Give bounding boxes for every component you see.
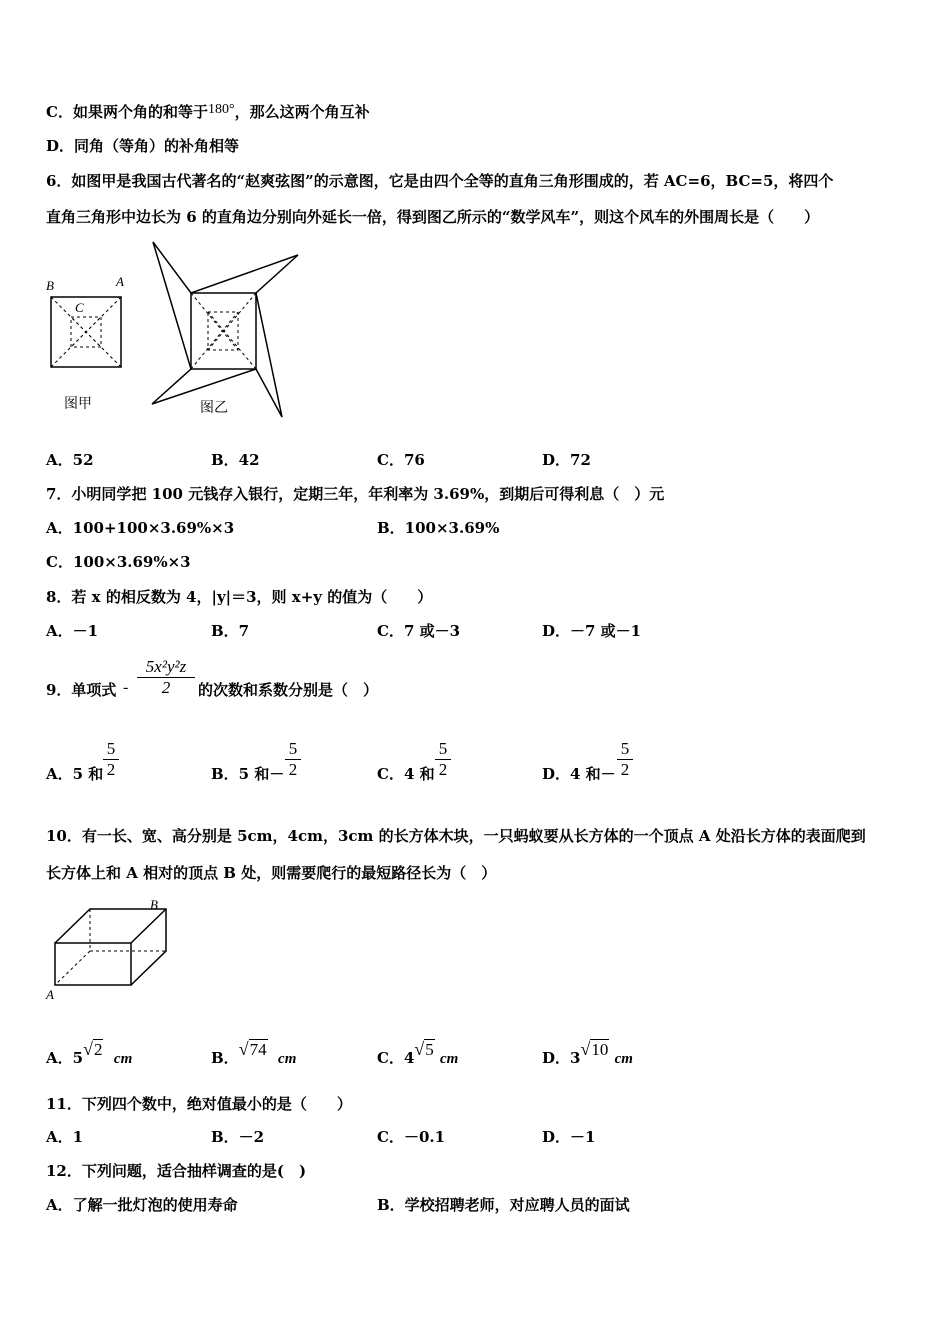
monomial-denominator: 2 [161, 678, 171, 697]
sqrt-expression [83, 1039, 103, 1068]
q11-stem: 11．下列四个数中，绝对值最小的是（ ） [46, 1095, 352, 1113]
q9-minus-sign: - [123, 679, 129, 696]
q6-stem-line1: 6．如图甲是我国古代著名的“赵爽弦图”的示意图，它是由四个全等的直角三角形围成的，若 AC=6，BC=5，将四个 [46, 172, 834, 190]
q9-option-a-fraction [103, 739, 119, 779]
monomial-numerator: 5x²y²z [137, 657, 195, 678]
cuboid-solid-edges [55, 909, 166, 985]
q9-option-b-fraction [285, 739, 301, 779]
q9-option-d-fraction [617, 739, 633, 779]
fraction-denominator: 2 [438, 760, 448, 779]
q5-option-c [46, 102, 370, 124]
fraction-numerator: 5 [435, 739, 451, 760]
option-label: C．4 [377, 1049, 415, 1067]
label-b: B [46, 278, 54, 293]
windmill-outline [152, 242, 298, 417]
q7-stem: 7．小明同学把 100 元钱存入银行，定期三年，年利率为 3.69%，到期后可得利息（ ）元 [46, 485, 665, 503]
option-label: B． [211, 1049, 239, 1067]
sqrt-expression [414, 1039, 434, 1068]
cuboid-hidden-edges [55, 909, 166, 985]
radicand: 2 [93, 1040, 103, 1059]
q6-option-d: D．72 [542, 451, 591, 469]
label-a: A [116, 274, 124, 289]
q10-stem-line1: 10．有一长、宽、高分别是 5cm，4cm，3cm 的长方体木块，一只蚂蚁要从长方体的一个顶点 A 处沿长方体的表面爬到 [46, 827, 866, 845]
sqrt-sign: √ [238, 1039, 249, 1059]
q12-option-a: A．了解一批灯泡的使用寿命 [46, 1196, 238, 1214]
q6-figure-yi [148, 240, 308, 425]
q11-option-a: A．1 [46, 1128, 84, 1146]
inner-dashed-lines [51, 297, 121, 367]
option-text-post: ，那么这两个角互补 [234, 103, 370, 121]
unit: cm [113, 1051, 133, 1067]
q6-figure-jia [40, 270, 140, 420]
sqrt-sign: √ [580, 1039, 591, 1059]
q6-option-c: C．76 [377, 451, 425, 469]
q8-stem: 8．若 x 的相反数为 4，|y|＝3，则 x+y 的值为（ ） [46, 588, 433, 606]
q9-option-b-label: B．5 和－ [211, 765, 285, 783]
option-text-pre: 如果两个角的和等于 [72, 103, 208, 121]
q8-option-d: D．－7 或－1 [542, 622, 642, 640]
q12-stem: 12．下列问题，适合抽样调查的是( ) [46, 1162, 307, 1180]
q10-option-a [46, 1039, 133, 1069]
q12-option-b: B．学校招聘老师，对应聘人员的面试 [377, 1196, 630, 1214]
q8-option-c: C．7 或－3 [377, 622, 461, 640]
q9-option-c-label: C．4 和 [377, 765, 435, 783]
option-label: D． [46, 137, 75, 155]
q10-option-d [542, 1039, 633, 1069]
q10-cuboid-figure [40, 895, 170, 1005]
option-text: 同角（等角）的补角相等 [74, 137, 240, 155]
q6-option-a: A．52 [46, 451, 94, 469]
option-label: D．3 [542, 1049, 581, 1067]
label-a: A [46, 987, 54, 1002]
q10-stem-line2: 长方体上和 A 相对的顶点 B 处，则需要爬行的最短路径长为（ ） [46, 864, 497, 882]
q11-option-b: B．－2 [211, 1128, 265, 1146]
q7-option-c: C．100×3.69%×3 [46, 553, 191, 571]
option-label: C． [46, 103, 73, 121]
sqrt-sign: √ [83, 1039, 93, 1059]
q9-stem-post: 的次数和系数分别是（ ） [198, 681, 379, 699]
q11-option-c: C．－0.1 [377, 1128, 446, 1146]
caption-jia: 图甲 [64, 396, 92, 412]
sqrt-expression [580, 1039, 609, 1068]
label-b: B [150, 897, 158, 912]
q9-stem-pre: 9．单项式 [46, 681, 117, 699]
q6-option-b: B．42 [211, 451, 260, 469]
unit: cm [278, 1051, 297, 1067]
option-label: A．5 [46, 1049, 84, 1067]
unit: cm [614, 1051, 633, 1067]
fraction-denominator: 2 [106, 760, 116, 779]
q8-option-b: B．7 [211, 622, 250, 640]
fraction-numerator: 5 [617, 739, 633, 760]
sqrt-expression [238, 1039, 268, 1068]
caption-yi: 图乙 [200, 400, 228, 416]
radicand: 5 [425, 1040, 434, 1059]
q10-option-c [377, 1039, 459, 1069]
unit: cm [440, 1051, 459, 1067]
q9-monomial-fraction [137, 657, 195, 697]
fraction-numerator: 5 [285, 739, 301, 760]
radicand: 10 [591, 1040, 609, 1059]
fraction-denominator: 2 [288, 760, 298, 779]
fraction-numerator: 5 [103, 739, 119, 760]
q9-option-c-fraction [435, 739, 451, 779]
radicand: 74 [249, 1040, 267, 1059]
q10-option-b [211, 1039, 297, 1069]
q7-option-b: B．100×3.69% [377, 519, 500, 537]
angle-value: 180° [207, 102, 235, 117]
q5-option-d [46, 136, 239, 156]
sqrt-sign: √ [414, 1039, 425, 1059]
label-c: C [75, 300, 84, 315]
q7-option-a: A．100+100×3.69%×3 [46, 519, 235, 537]
inner-dashed-lines [191, 293, 256, 369]
q6-stem-line2: 直角三角形中边长为 6 的直角边分别向外延长一倍，得到图乙所示的“数学风车”，则这个风车的外围周长是（ ） [46, 208, 820, 226]
q8-option-a: A．－1 [46, 622, 99, 640]
fraction-denominator: 2 [620, 760, 630, 779]
q11-option-d: D．－1 [542, 1128, 596, 1146]
q9-option-d-label: D．4 和－ [542, 765, 616, 783]
q9-option-a-label: A．5 和 [46, 765, 104, 783]
